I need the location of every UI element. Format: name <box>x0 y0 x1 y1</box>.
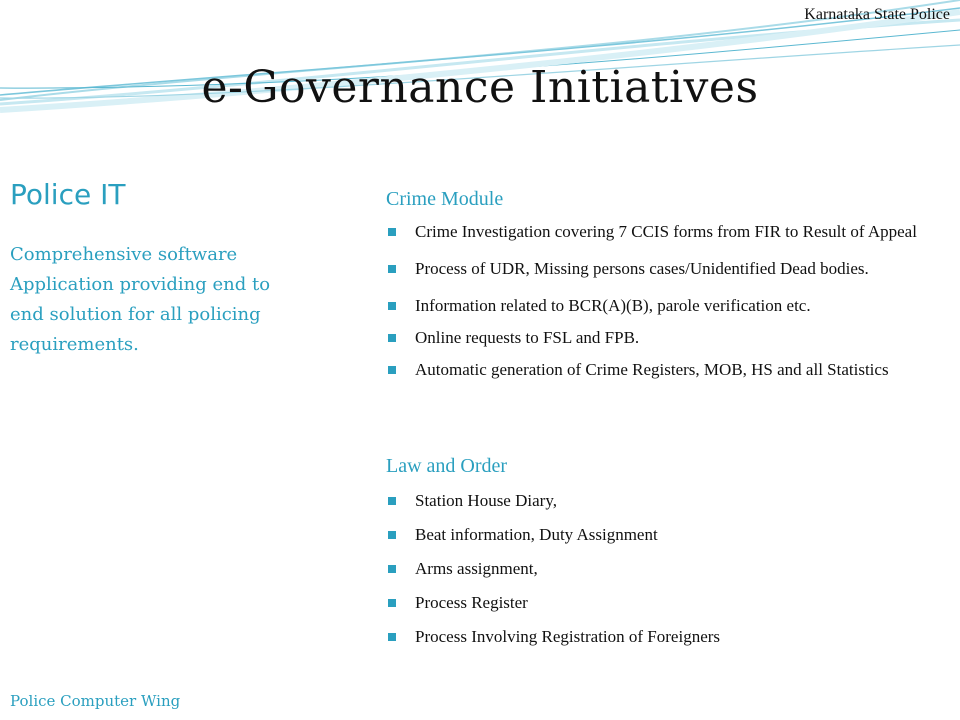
list-item: Information related to BCR(A)(B), parole verification etc. <box>386 295 931 316</box>
list-item: Station House Diary, <box>386 490 931 511</box>
square-bullet-icon <box>388 599 396 607</box>
square-bullet-icon <box>388 366 396 374</box>
left-description: Comprehensive software Application providing end to end solution for all policing requirements. <box>10 244 271 355</box>
square-bullet-icon <box>388 228 396 236</box>
footer-text: Police Computer Wing <box>10 692 181 710</box>
square-bullet-icon <box>388 302 396 310</box>
square-bullet-icon <box>388 265 396 273</box>
square-bullet-icon <box>388 633 396 641</box>
list-item: Automatic generation of Crime Registers, MOB, HS and all Statistics <box>386 359 931 380</box>
law-and-order-list <box>386 490 931 647</box>
crime-module-heading: Crime Module <box>386 188 504 210</box>
list-item: Beat information, Duty Assignment <box>386 524 931 545</box>
slide-title: e-Governance Initiatives <box>201 62 759 113</box>
square-bullet-icon <box>388 565 396 573</box>
list-item: Online requests to FSL and FPB. <box>386 327 931 348</box>
square-bullet-icon <box>388 497 396 505</box>
square-bullet-icon <box>388 334 396 342</box>
list-item: Crime Investigation covering 7 CCIS forms from FIR to Result of Appeal <box>386 221 931 242</box>
law-and-order-heading: Law and Order <box>386 455 508 477</box>
list-item: Arms assignment, <box>386 558 931 579</box>
organization-name: Karnataka State Police <box>804 6 950 23</box>
list-item: Process of UDR, Missing persons cases/Unidentified Dead bodies. <box>386 258 931 279</box>
crime-module-list <box>386 221 931 380</box>
list-item: Process Involving Registration of Foreigners <box>386 626 931 647</box>
square-bullet-icon <box>388 531 396 539</box>
left-heading: Police IT <box>10 178 126 211</box>
list-item: Process Register <box>386 592 931 613</box>
